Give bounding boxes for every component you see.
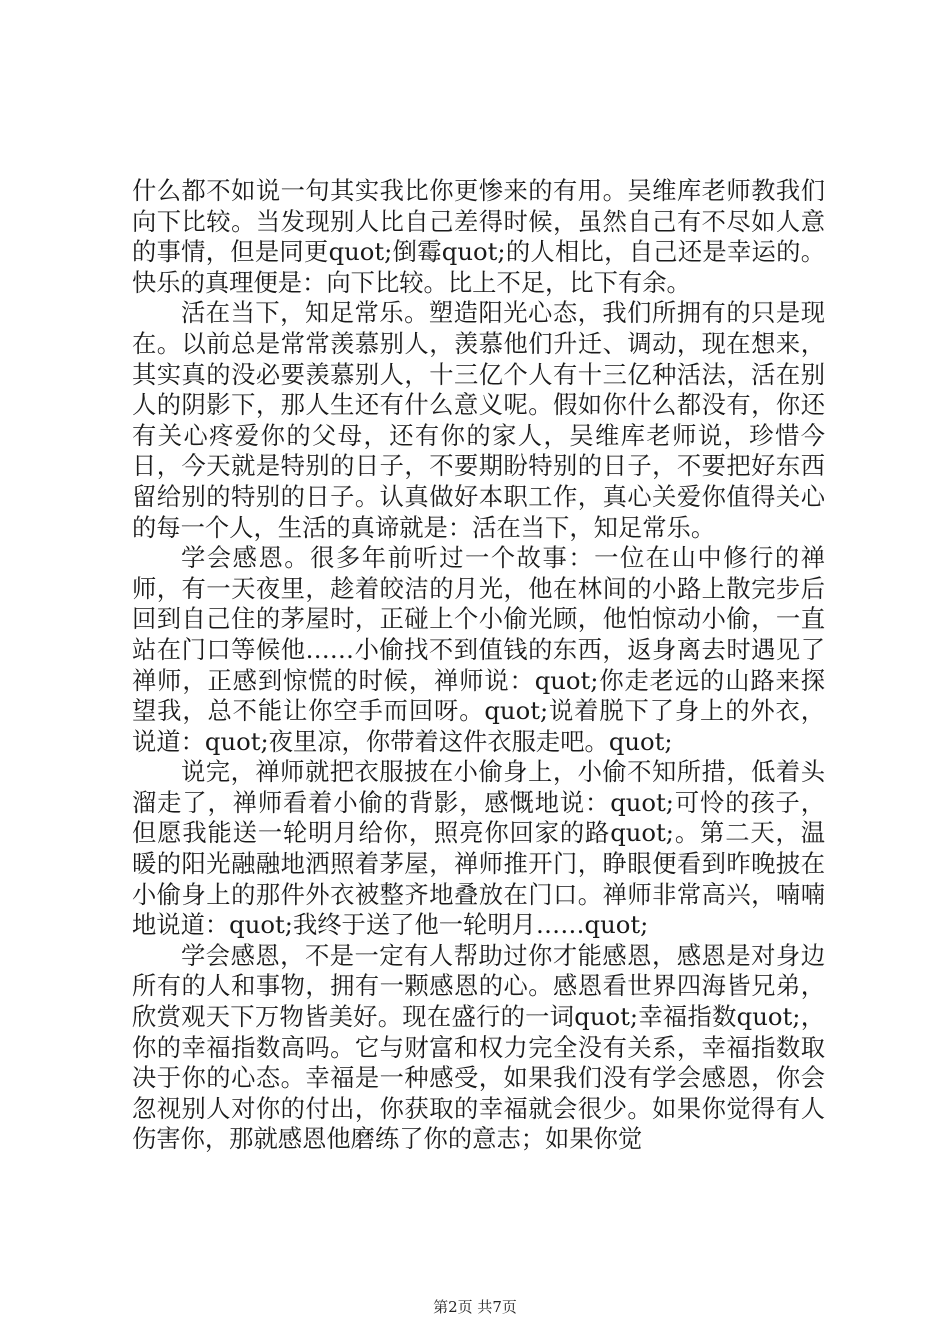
paragraph-4: 说完，禅师就把衣服披在小偷身上，小偷不知所措，低着头溜走了，禅师看着小偷的背影，感慨地说：quot;可怜的孩子，但愿我能送一轮明月给你，照亮你回家的路quot;。第二天，温暖的阳光融融地洒照着茅屋，禅师推开门，睁眼便看到昨晚披在小偷身上的那件外衣被整齐地叠放在门口。禅师非常高兴，喃喃地说道：quot;我终于送了他一轮明月……quot; [132,757,825,940]
paragraph-3: 学会感恩。很多年前听过一个故事：一位在山中修行的禅师，有一天夜里，趁着皎洁的月光，他在林间的小路上散完步后回到自己住的茅屋时，正碰上个小偷光顾，他怕惊动小偷，一直站在门口等候他……小偷找不到值钱的东西，返身离去时遇见了禅师，正感到惊慌的时候，禅师说：quot;你走老远的山路来探望我，总不能让你空手而回呀。quot;说着脱下了身上的外衣，说道：quot;夜里凉，你带着这件衣服走吧。quot; [132,543,825,756]
document-body [132,176,825,1155]
paragraph-5: 学会感恩，不是一定有人帮助过你才能感恩，感恩是对身边所有的人和事物，拥有一颗感恩的心。感恩看世界四海皆兄弟，欣赏观天下万物皆美好。现在盛行的一词quot;幸福指数quot;，你的幸福指数高吗。它与财富和权力完全没有关系，幸福指数取决于你的心态。幸福是一种感受，如果我们没有学会感恩，你会忽视别人对你的付出，你获取的幸福就会很少。如果你觉得有人伤害你，那就感恩他磨练了你的意志；如果你觉 [132,940,825,1154]
paragraph-1: 什么都不如说一句其实我比你更惨来的有用。吴维库老师教我们向下比较。当发现别人比自己差得时候，虽然自己有不尽如人意的事情，但是同更quot;倒霉quot;的人相比，自己还是幸运的。快乐的真理便是：向下比较。比上不足，比下有余。 [132,176,825,297]
paragraph-2: 活在当下，知足常乐。塑造阳光心态，我们所拥有的只是现在。以前总是常常羡慕别人，羡慕他们升迁、调动，现在想来，其实真的没必要羡慕别人，十三亿个人有十三亿种活法，活在别人的阴影下，那人生还有什么意义呢。假如你什么都没有，你还有关心疼爱你的父母，还有你的家人，吴维库老师说，珍惜今日，今天就是特别的日子，不要期盼特别的日子，不要把好东西留给别的特别的日子。认真做好本职工作，真心关爱你值得关心的每一个人，生活的真谛就是：活在当下，知足常乐。 [132,298,825,542]
page-footer: 第2页 共7页 [433,1298,517,1316]
